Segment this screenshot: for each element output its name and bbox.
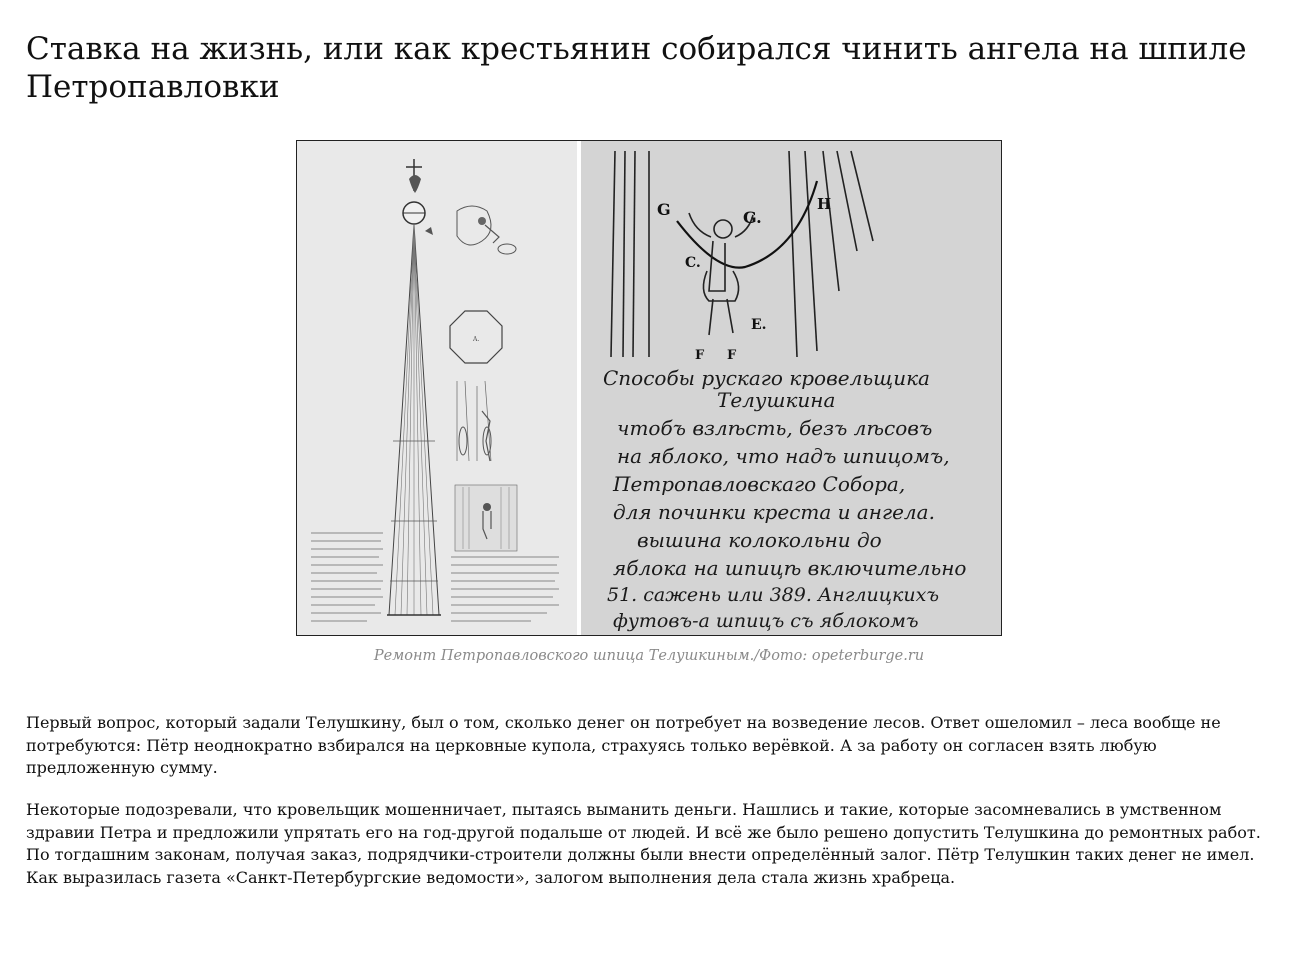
- spire-engraving: [297, 141, 577, 635]
- svg-text:E.: E.: [751, 317, 767, 333]
- svg-text:Телушкина: Телушкина: [717, 388, 836, 412]
- svg-text:яблока на шпицѣ включительно: яблока на шпицѣ включительно: [613, 556, 967, 580]
- svg-text:A.: A.: [473, 336, 480, 343]
- svg-text:F: F: [695, 348, 705, 363]
- svg-text:51. сажень или 389. Англицкихъ: 51. сажень или 389. Англицкихъ: [607, 584, 939, 606]
- svg-text:G.: G.: [743, 208, 762, 227]
- svg-text:футовъ-а шпицъ съ яблокомъ: футовъ-а шпицъ съ яблокомъ: [613, 610, 919, 632]
- article-paragraph: Первый вопрос, который задали Телушкину, был о том, сколько денег он потребует на возведение лесов. Ответ ошеломил – леса вообще не потребуются: Пётр неоднократно взбирался на церковные купола, страхуясь только верёвкой. А за работу он согласен взять любую предложенную сумму.: [26, 713, 1221, 777]
- article-illustration: [296, 140, 1002, 636]
- article-paragraph: Некоторые подозревали, что кровельщик мошенничает, пытаясь выманить деньги. Нашлись и такие, которые засомневались в умственном здравии Петра и предложили упрятать его на год-другой подальше от людей. И всё же было решено допустить Телушкина до ремонтных работ. По тогдашним законам, получая заказ, подрядчики-строители должны были внести определённый залог. Пётр Телушкин таких денег не имел. Как выразилась газета «Санкт-Петербургские ведомости», залогом выполнения дела стала жизнь храбреца.: [26, 800, 1261, 887]
- svg-text:Петропавловскаго Собора,: Петропавловскаго Собора,: [613, 472, 906, 496]
- roofer-plate: [581, 141, 1001, 635]
- svg-text:G: G: [657, 200, 671, 219]
- svg-text:для починки креста и ангела.: для починки креста и ангела.: [613, 500, 935, 524]
- article-title: Ставка на жизнь, или как крестьянин собирался чинить ангела на шпиле Петропавловки: [26, 31, 1247, 105]
- svg-text:Способы рускаго кровельщика: Способы рускаго кровельщика: [603, 366, 930, 390]
- svg-text:на яблоко, что надъ шпицомъ,: на яблоко, что надъ шпицомъ,: [617, 444, 950, 468]
- svg-text:C.: C.: [685, 255, 701, 271]
- svg-text:F: F: [727, 348, 737, 363]
- svg-text:вышина колокольни до: вышина колокольни до: [637, 528, 882, 552]
- figure-caption: Ремонт Петропавловского шпица Телушкиным./Фото: opeterburge.ru: [373, 648, 925, 664]
- svg-text:чтобъ взлѣсть, безъ лѣсовъ: чтобъ взлѣсть, безъ лѣсовъ: [617, 416, 933, 440]
- svg-text:H: H: [817, 195, 832, 213]
